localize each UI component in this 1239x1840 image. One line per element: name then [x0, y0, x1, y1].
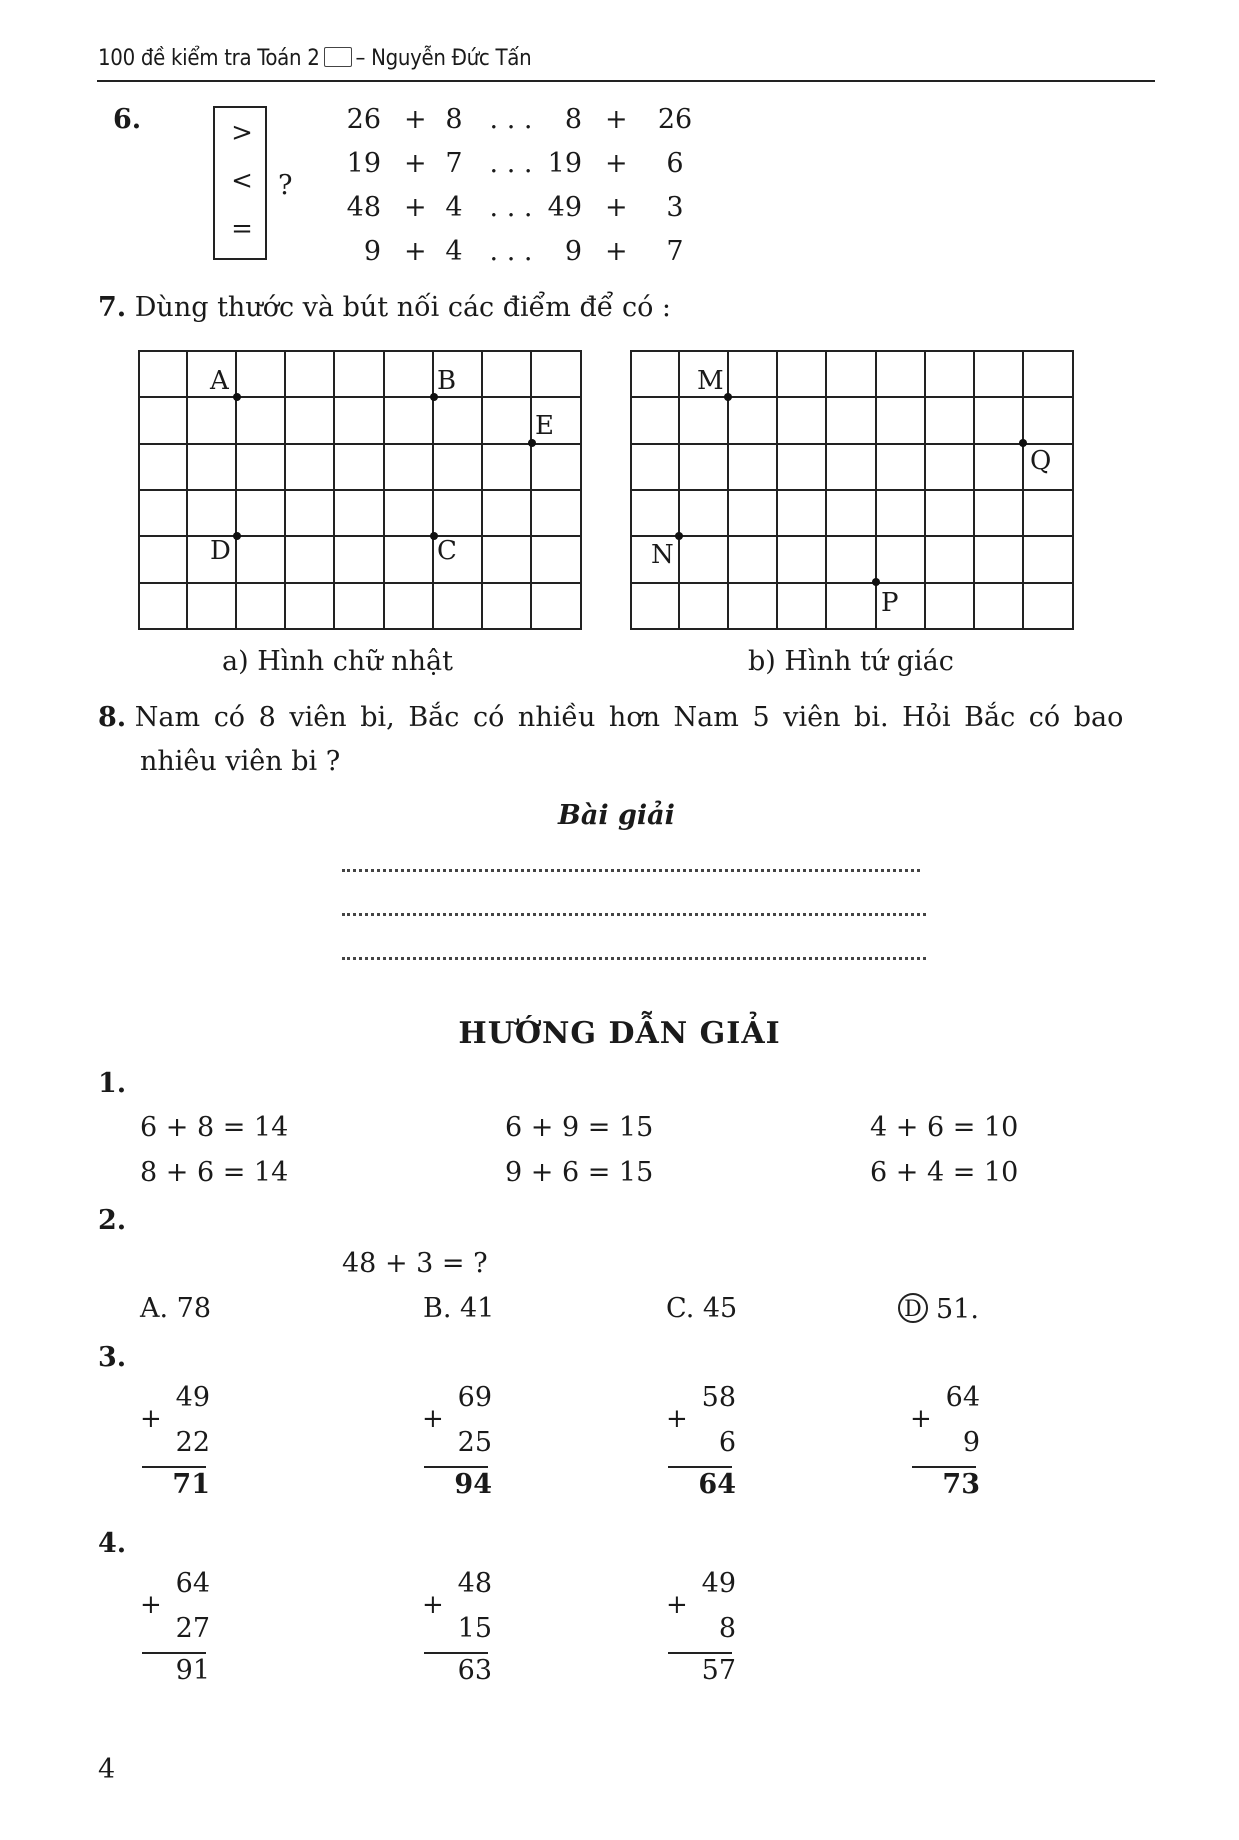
q7-number: 7.	[98, 292, 127, 323]
sum-rule	[424, 1652, 488, 1654]
option-d-circle: D	[898, 1293, 928, 1323]
q6-row-3-dots: . . .	[489, 192, 533, 223]
sum-result: 63	[457, 1655, 492, 1686]
sum-top-operand: 69	[457, 1382, 492, 1413]
a1-eq-4: 8 + 6 = 14	[140, 1157, 289, 1188]
option-d	[898, 1293, 979, 1325]
q6-number: 6.	[113, 104, 142, 135]
grid-a	[138, 350, 584, 632]
plus-sign: +	[666, 1404, 688, 1434]
q6-row-2-c: 19	[547, 148, 582, 179]
a1-eq-2: 6 + 9 = 15	[505, 1112, 654, 1143]
q6-row-4-op2: +	[605, 236, 628, 267]
a1-number: 1.	[98, 1068, 127, 1099]
sum-bottom-operand: 25	[457, 1427, 492, 1458]
q6-row-3-d: 3	[666, 192, 684, 223]
q6-row-1-dots: . . .	[489, 104, 533, 135]
a1-eq-5: 9 + 6 = 15	[505, 1157, 654, 1188]
point-p-dot	[872, 578, 880, 586]
a1-eq-3: 4 + 6 = 10	[870, 1112, 1019, 1143]
option-c: C. 45	[666, 1293, 738, 1324]
a1-eq-6: 6 + 4 = 10	[870, 1157, 1019, 1188]
point-q-label: Q	[1030, 446, 1052, 476]
q6-row-1-c: 8	[564, 104, 582, 135]
point-n-dot	[675, 532, 683, 540]
point-p-label: P	[881, 588, 899, 618]
point-a-label: A	[210, 366, 229, 396]
plus-sign: +	[140, 1590, 162, 1620]
solution-title: Bài giải	[558, 800, 675, 831]
point-c-label: C	[437, 536, 457, 566]
sum-bottom-operand: 6	[718, 1427, 736, 1458]
caption-quadrilateral: b) Hình tứ giác	[748, 646, 954, 677]
caption-rectangle: a) Hình chữ nhật	[222, 646, 453, 677]
q6-row-3-op2: +	[605, 192, 628, 223]
answer-line-2[interactable]	[342, 913, 926, 916]
sum-rule	[912, 1466, 976, 1468]
q6-row-4-a: 9	[363, 236, 381, 267]
header-rule	[97, 80, 1155, 82]
running-header	[98, 46, 531, 71]
sum-top-operand: 64	[175, 1568, 210, 1599]
a4-number: 4.	[98, 1528, 127, 1559]
sum-top-operand: 58	[701, 1382, 736, 1413]
point-e-label: E	[535, 411, 554, 441]
sum-rule	[424, 1466, 488, 1468]
q6-row-1-a: 26	[346, 104, 381, 135]
q6-row-4-d: 7	[666, 236, 684, 267]
answer-line-3[interactable]	[342, 957, 926, 960]
sum-rule	[668, 1466, 732, 1468]
comparison-sign-box	[213, 106, 267, 260]
q6-row-3-b: 4	[445, 192, 463, 223]
q6-row-1-op2: +	[605, 104, 628, 135]
header-book-title: 100 đề kiểm tra Toán 2	[98, 46, 320, 71]
q6-row-2-b: 7	[445, 148, 463, 179]
q8-number: 8.	[98, 702, 127, 733]
sum-result: 57	[701, 1655, 736, 1686]
q7-prompt	[98, 292, 671, 323]
a3-number: 3.	[98, 1342, 127, 1373]
sum-bottom-operand: 27	[175, 1613, 210, 1644]
sum-result: 71	[172, 1469, 210, 1500]
answers-heading: HƯỚNG DẪN GIẢI	[458, 1016, 781, 1051]
point-q-dot	[1019, 439, 1027, 447]
header-author: – Nguyễn Đức Tấn	[355, 46, 532, 71]
q8-line-2: nhiêu viên bi ?	[140, 746, 341, 777]
q6-row-4-b: 4	[445, 236, 463, 267]
sum-result: 64	[698, 1469, 736, 1500]
sign-greater: >	[231, 118, 253, 148]
option-d-value: 51.	[936, 1294, 979, 1325]
point-n-label: N	[651, 540, 674, 570]
sign-equal: =	[231, 214, 253, 244]
page-number: 4	[98, 1754, 116, 1785]
q7-text: Dùng thước và bút nối các điểm để có :	[134, 292, 671, 323]
sum-bottom-operand: 9	[962, 1427, 980, 1458]
sign-less: <	[231, 166, 253, 196]
q6-row-2-op2: +	[605, 148, 628, 179]
book-icon	[324, 47, 352, 67]
q6-row-1-op1: +	[404, 104, 427, 135]
a1-eq-1: 6 + 8 = 14	[140, 1112, 289, 1143]
point-d-label: D	[210, 536, 231, 566]
option-b: B. 41	[423, 1293, 495, 1324]
sum-top-operand: 64	[945, 1382, 980, 1413]
point-m-dot	[724, 393, 732, 401]
q6-row-4-dots: . . .	[489, 236, 533, 267]
plus-sign: +	[140, 1404, 162, 1434]
sum-bottom-operand: 8	[718, 1613, 736, 1644]
sum-bottom-operand: 15	[457, 1613, 492, 1644]
q8-line-1	[98, 702, 1123, 733]
sum-result: 91	[175, 1655, 210, 1686]
a2-number: 2.	[98, 1205, 127, 1236]
sum-result: 73	[942, 1469, 980, 1500]
sum-result: 94	[454, 1469, 492, 1500]
q6-row-4-c: 9	[564, 236, 582, 267]
point-a-dot	[233, 393, 241, 401]
q6-question-mark: ?	[278, 170, 293, 201]
sum-rule	[142, 1652, 206, 1654]
option-a: A. 78	[140, 1293, 212, 1324]
plus-sign: +	[422, 1590, 444, 1620]
plus-sign: +	[910, 1404, 932, 1434]
q6-row-1-d: 26	[657, 104, 693, 135]
point-b-label: B	[437, 366, 457, 396]
sum-top-operand: 49	[175, 1382, 210, 1413]
q6-row-1-b: 8	[445, 104, 463, 135]
q8-text-1: Nam có 8 viên bi, Bắc có nhiều hơn Nam 5 viên bi. Hỏi Bắc có bao	[134, 702, 1124, 733]
point-m-label: M	[697, 366, 724, 396]
q6-row-3-c: 49	[547, 192, 582, 223]
q6-row-3-a: 48	[346, 192, 381, 223]
sum-top-operand: 48	[457, 1568, 492, 1599]
point-d-dot	[233, 532, 241, 540]
q6-row-2-a: 19	[346, 148, 381, 179]
sum-bottom-operand: 22	[175, 1427, 210, 1458]
q6-row-2-d: 6	[666, 148, 684, 179]
a2-question: 48 + 3 = ?	[342, 1248, 488, 1279]
q6-row-3-op1: +	[404, 192, 427, 223]
sum-rule	[668, 1652, 732, 1654]
q6-row-2-op1: +	[404, 148, 427, 179]
answer-line-1[interactable]	[342, 869, 920, 872]
sum-rule	[142, 1466, 206, 1468]
q6-row-4-op1: +	[404, 236, 427, 267]
q6-row-2-dots: . . .	[489, 148, 533, 179]
sum-top-operand: 49	[701, 1568, 736, 1599]
plus-sign: +	[666, 1590, 688, 1620]
plus-sign: +	[422, 1404, 444, 1434]
